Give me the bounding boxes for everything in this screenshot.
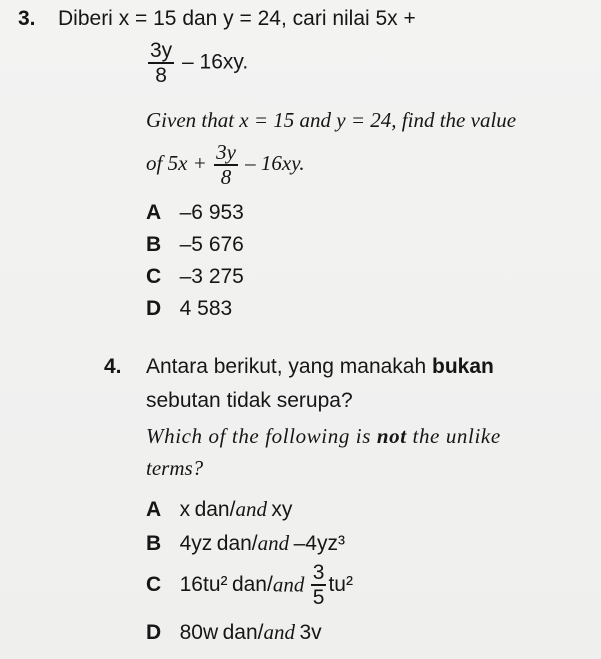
q4-option-d-and: and	[263, 620, 295, 644]
q4-option-a[interactable]	[146, 497, 292, 522]
q3-eng-frac-den: 8	[214, 164, 238, 188]
q4-option-c-fraction	[311, 562, 327, 608]
q4-option-c-letter: C	[146, 573, 162, 596]
question-4-malay-line1	[146, 355, 494, 379]
q3-option-a[interactable]	[146, 201, 244, 225]
q3-option-c-letter: C	[146, 265, 162, 288]
q4-option-c-term2: tu²	[328, 573, 353, 596]
q3-eng-frac-num: 3y	[216, 140, 236, 164]
q4-option-d-term1: 80w	[179, 621, 219, 644]
q3-malay-frac-num: 3y	[150, 39, 173, 62]
q4-option-b[interactable]	[146, 531, 345, 556]
q4-option-d-letter: D	[146, 621, 162, 644]
q4-option-d-dan: dan/	[222, 621, 264, 644]
q3-option-a-letter: A	[146, 201, 162, 224]
q4-option-c-frac-den: 5	[312, 586, 325, 609]
q4-option-b-term2: –4yz³	[293, 532, 345, 555]
q3-malay-math: x = 15 dan y = 24, cari nilai 5x +	[118, 7, 416, 30]
q4-option-a-term2: xy	[271, 498, 293, 521]
q3-option-d-text: 4 583	[179, 297, 233, 320]
q3-eng-pre: of 5x +	[146, 150, 207, 175]
q4-option-a-letter: A	[146, 498, 162, 521]
q4-malay-pre: Antara berikut, yang manakah	[146, 355, 433, 378]
q4-eng-post: the unlike	[406, 424, 501, 448]
q4-option-c-frac-num: 3	[312, 561, 325, 584]
q3-option-a-text: –6 953	[179, 201, 244, 224]
q3-option-b-letter: B	[146, 233, 162, 256]
q3-malay-line2-post: – 16xy.	[182, 50, 249, 74]
question-4-english-line1	[146, 424, 501, 449]
q4-option-a-dan: dan/	[194, 498, 236, 521]
q3-malay-pre: Diberi	[58, 7, 119, 30]
q3-option-c[interactable]	[146, 265, 244, 289]
q3-malay-frac-den: 8	[148, 62, 174, 86]
question-3-malay-line1	[58, 7, 416, 31]
q3-option-b-text: –5 676	[179, 233, 244, 256]
q4-option-b-letter: B	[146, 532, 162, 555]
question-4-malay-line2: sebutan tidak serupa?	[146, 389, 353, 412]
question-3-english-line2	[146, 142, 305, 188]
question-4-number: 4.	[104, 355, 122, 378]
q3-option-c-text: –3 275	[179, 265, 244, 288]
q4-option-b-dan: dan/	[216, 532, 258, 555]
question-3-english-line1: Given that x = 15 and y = 24, find the value	[146, 108, 517, 132]
q3-eng-fraction	[214, 142, 238, 188]
q4-option-d-term2: 3v	[299, 621, 322, 644]
q4-option-c-dan: dan/	[231, 573, 273, 596]
q4-option-a-term1: x	[179, 498, 191, 521]
question-4-english-line2: terms?	[146, 456, 204, 480]
q3-option-b[interactable]	[146, 233, 244, 257]
q4-option-a-and: and	[235, 497, 267, 521]
q3-option-d[interactable]	[146, 297, 232, 321]
q3-malay-fraction	[148, 40, 174, 86]
q4-option-b-term1: 4yz	[179, 532, 213, 555]
q4-option-c-and: and	[272, 572, 305, 597]
question-3-number: 3.	[18, 7, 36, 30]
q3-eng-post: – 16xy.	[245, 150, 305, 175]
q4-eng-bold: not	[376, 424, 407, 448]
q4-option-b-and: and	[257, 531, 290, 555]
q4-malay-bold: bukan	[432, 355, 494, 378]
q3-option-d-letter: D	[146, 297, 162, 320]
question-3-malay-line2	[146, 40, 248, 86]
q4-option-d[interactable]	[146, 620, 322, 645]
q4-eng-pre: Which of the following is	[146, 424, 377, 448]
q4-option-c[interactable]	[146, 562, 353, 608]
q4-option-c-term1: 16tu²	[179, 573, 228, 596]
